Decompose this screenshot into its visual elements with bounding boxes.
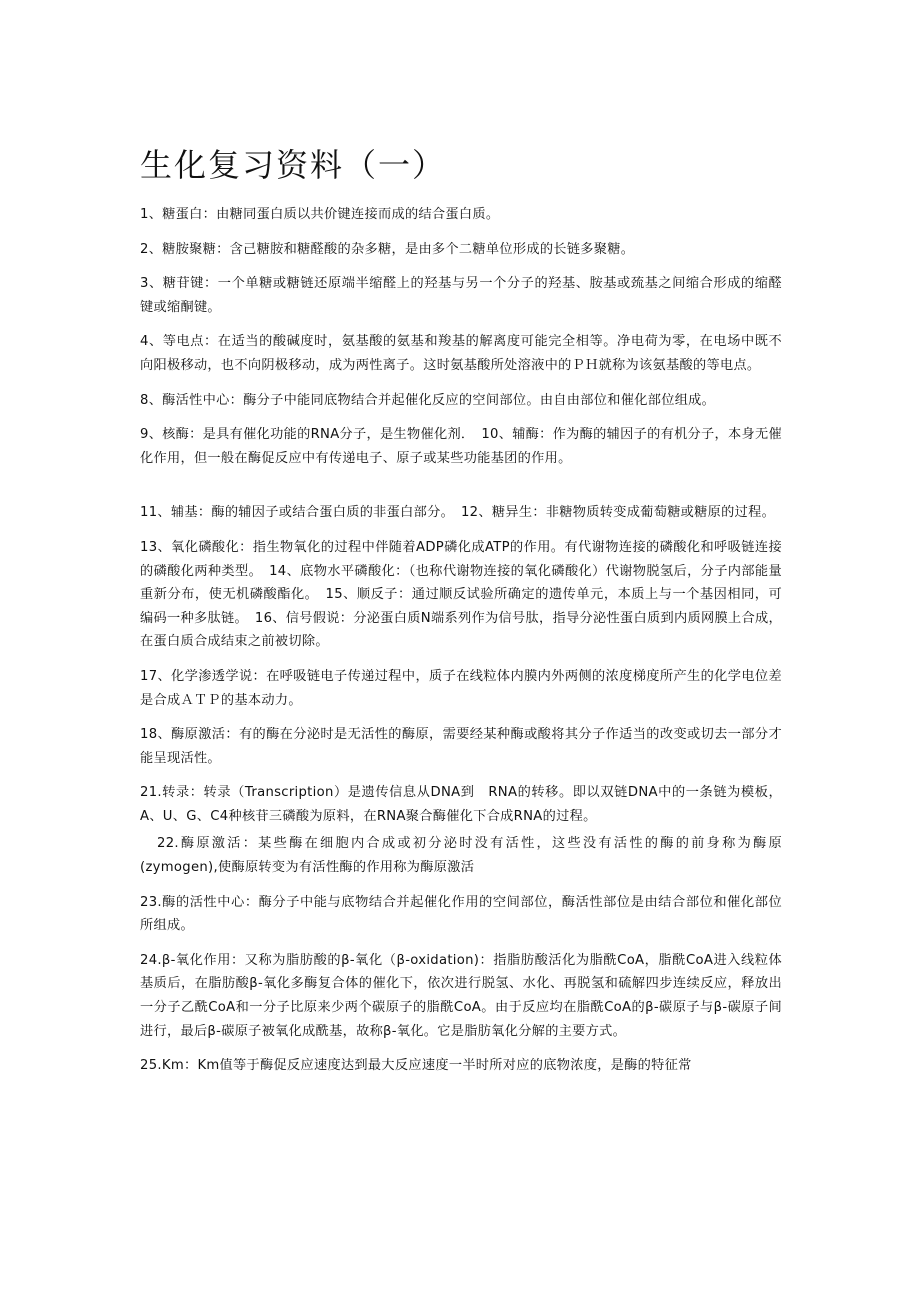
paragraph-chemiosmotic: 17、化学渗透学说：在呼吸链电子传递过程中，质子在线粒体内膜内外两侧的浓度梯度所产生的化学电位差是合成ＡＴＰ的基本动力。 [140, 668, 782, 708]
paragraph-prosthetic-gluconeogenesis: 11、辅基：酶的辅因子或结合蛋白质的非蛋白部分。 12、糖异生：非糖物质转变成葡萄糖或糖原的过程。 [140, 505, 776, 521]
document-title: 生化复习资料（一） [140, 146, 447, 184]
document-body [140, 203, 782, 1089]
paragraph-beta-oxidation: 24.β-氧化作用：又称为脂肪酸的β-氧化（β-oxidation)：指脂肪酸活化为脂酰CoA，脂酰CoA进入线粒体基质后，在脂肪酸β-氧化多酶复合体的催化下，依次进行脱氢、水化、再脱氢和硫解四步连续反应，释放出一分子乙酰CoA和一分子比原来少两个碳原子的脂酰CoA。由于反应均在脂酰CoA的β-碳原子与β-碳原子间进行，最后β-碳原子被氧化成酰基，故称β-氧化。它是脂肪氧化分解的主要方式。 [140, 952, 782, 1039]
paragraph-oxidative-phosphorylation: 13、氧化磷酸化：指生物氧化的过程中伴随着ADP磷化成ATP的作用。有代谢物连接的磷酸化和呼吸链连接的磷酸化两种类型。 14、底物水平磷酸化：（也称代谢物连接的氧化磷酸化）代谢物脱氢后，分子内部能量重新分布，使无机磷酸酯化。 15、顺反子：通过顺反试验所确定的遗传单元，本质上与一个基因相同，可编码一种多肽链。 16、信号假说：分泌蛋白质N端系列作为信号肽，指导分泌性蛋白质到内质网膜上合成，在蛋白质合成结束之前被切除。 [140, 539, 782, 650]
paragraph-zymogen-activation: 18、酶原激活：有的酶在分泌时是无活性的酶原，需要经某种酶或酸将其分子作适当的改变或切去一部分才能呈现活性。 [140, 727, 782, 766]
paragraph-glycoprotein: 1、糖蛋白：由糖同蛋白质以共价键连接而成的结合蛋白质。 [140, 207, 500, 222]
paragraph-glycosidic-bond: 3、糖苷键：一个单糖或糖链还原端半缩醛上的羟基与另一个分子的羟基、胺基或巯基之间缩合形成的缩醛键或缩酮键。 [140, 276, 782, 315]
paragraph-enzyme-active-center: 23.酶的活性中心：酶分子中能与底物结合并起催化作用的空间部位，酶活性部位是由结合部位和催化部位所组成。 [140, 894, 782, 934]
paragraph-isoelectric-point: 4、等电点：在适当的酸碱度时，氨基酸的氨基和羧基的解离度可能完全相等。净电荷为零，在电场中既不向阳极移动，也不向阴极移动，成为两性离子。这时氨基酸所处溶液中的ＰＨ就称为该氨基酸的等电点。 [140, 334, 782, 373]
paragraph-zymogen-activation-2: 22.酶原激活：某些酶在细胞内合成或初分泌时没有活性，这些没有活性的酶的前身称为酶原(zymogen),使酶原转变为有活性酶的作用称为酶原激活 [140, 836, 782, 876]
paragraph-ribozyme-coenzyme: 9、核酶：是具有催化功能的RNA分子，是生物催化剂． 10、辅酶：作为酶的辅因子的有机分子，本身无催化作用，但一般在酶促反应中有传递电子、原子或某些功能基团的作用。 [140, 427, 782, 466]
paragraph-active-center: 8、酶活性中心：酶分子中能同底物结合并起催化反应的空间部位。由自由部位和催化部位组成。 [140, 392, 716, 408]
paragraph-glycosaminoglycan: 2、糖胺聚糖：含己糖胺和糖醛酸的杂多糖，是由多个二糖单位形成的长链多聚糖。 [140, 241, 635, 257]
paragraph-transcription: 21.转录：转录（Transcription）是遗传信息从DNA到 RNA的转移。即以双链DNA中的一条链为模板，A、U、G、C4种核苷三磷酸为原料，在RNA聚合酶催化下合成RNA的过程。 [140, 785, 782, 824]
paragraph-km: 25.Km：Km值等于酶促反应速度达到最大反应速度一半时所对应的底物浓度，是酶的特征常 [140, 1058, 692, 1074]
